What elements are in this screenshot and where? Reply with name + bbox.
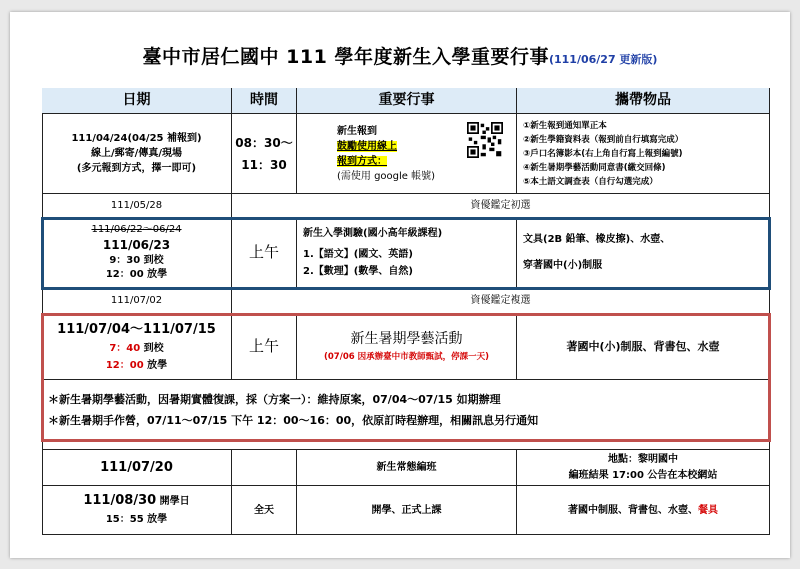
row7-items bbox=[517, 486, 770, 535]
row5-note-2: ＊新生暑期手作營，07/11～07/15 下午 12：00～16：00，依原訂時程辦理，相關訊息另行通知 bbox=[48, 413, 539, 427]
row5-leave-label: 放學 bbox=[147, 359, 168, 371]
row5-items: 著國中(小)制服、背書包、水壺 bbox=[517, 314, 770, 380]
page-title bbox=[10, 42, 790, 69]
row7-date-suffix: 開學日 bbox=[159, 495, 190, 507]
row7-date-main: 111/08/30 bbox=[83, 492, 157, 508]
row7-items-red: 餐具 bbox=[698, 504, 718, 516]
row6-items bbox=[517, 450, 770, 486]
row7-leave: 15：55 放學 bbox=[105, 513, 168, 525]
summer-activity-highlight bbox=[41, 313, 771, 442]
schedule-table bbox=[42, 88, 770, 535]
row1-date-line2: 線上/郵寄/傳真/現場 bbox=[91, 148, 182, 159]
row1-time-start: 08：30～ bbox=[235, 135, 293, 150]
row3-items-line1: 文具(2B 鉛筆、橡皮擦)、水壺、 bbox=[523, 233, 671, 245]
row3-date-main: 111/06/23 bbox=[102, 238, 171, 252]
row3-event-line2: 2.【數理】(數學、自然) bbox=[303, 266, 413, 277]
row1-item-2: ②新生學籍資料表（報到前自行填寫完成） bbox=[523, 134, 684, 145]
row7-date bbox=[42, 486, 232, 535]
row1-items bbox=[517, 114, 770, 194]
header-items: 攜帶物品 bbox=[517, 88, 770, 114]
row3-time: 上午 bbox=[232, 218, 297, 288]
row1-date-line3: (多元報到方式，擇一即可) bbox=[76, 163, 197, 174]
row5-arrive-time: 7：40 bbox=[109, 342, 141, 354]
row7-items-main: 著國中制服、背書包、水壺、 bbox=[568, 504, 698, 516]
row1-item-4: ④新生暑期學藝活動同意書(繳交回條) bbox=[523, 162, 666, 173]
row3-items-line2: 穿著國中(小)制服 bbox=[523, 259, 603, 271]
row1-item-5: ⑤本土語文調查表（自行勾選完成） bbox=[523, 176, 658, 187]
row6-event: 新生常態編班 bbox=[297, 450, 517, 486]
row2-event: 資優鑑定初選 bbox=[232, 194, 770, 218]
row5-time: 上午 bbox=[232, 314, 297, 380]
row6-items-line2: 編班結果 17:00 公告在本校網站 bbox=[568, 469, 718, 481]
row3-leave: 12：00 放學 bbox=[105, 269, 168, 280]
row1-date bbox=[42, 114, 232, 194]
row5-note-1: ＊新生暑期學藝活動，因暑期實體復課，採（方案一）：維持原案，07/04～07/15 如期辦理 bbox=[48, 392, 501, 406]
row5-leave-time: 12：00 bbox=[105, 359, 144, 371]
row1-event-line4: (需使用 google 帳號) bbox=[337, 170, 436, 182]
row2-date: 111/05/28 bbox=[42, 194, 232, 218]
header-event: 重要行事 bbox=[297, 88, 517, 114]
row4-date: 111/07/02 bbox=[42, 288, 232, 314]
row3-date-struck: 111/06/22～06/24 bbox=[91, 224, 182, 235]
row5-event-title: 新生暑期學藝活動 bbox=[350, 331, 463, 347]
row1-event-line2: 鼓勵使用線上 bbox=[337, 140, 397, 152]
row1-date-line1: 111/04/24(04/25 補報到) bbox=[71, 133, 202, 144]
row7-event: 開學、正式上課 bbox=[297, 486, 517, 535]
title-main: 臺中市居仁國中 111 學年度新生入學重要行事 bbox=[142, 46, 549, 68]
row3-arrive: 9：30 到校 bbox=[109, 255, 164, 266]
document-page bbox=[10, 12, 790, 558]
row1-event-line1: 新生報到 bbox=[337, 125, 377, 137]
row1-time-end: 11：30 bbox=[241, 157, 287, 172]
row5-arrive-label: 到校 bbox=[143, 342, 164, 354]
row7-time: 全天 bbox=[232, 486, 297, 535]
row1-event-line3: 報到方式： bbox=[337, 155, 387, 167]
row3-event-title: 新生入學測驗(國小高年級課程) bbox=[303, 228, 443, 239]
row5-event-note: (07/06 因承辦臺中市教師甄試，停課一天) bbox=[324, 352, 489, 362]
qr-code-icon[interactable] bbox=[467, 122, 503, 158]
entrance-exam-highlight bbox=[41, 217, 771, 290]
row5-date-main: 111/07/04～111/07/15 bbox=[57, 321, 216, 337]
row4-event: 資優鑑定複選 bbox=[232, 288, 770, 314]
row6-time bbox=[232, 450, 297, 486]
row1-item-1: ①新生報到通知單正本 bbox=[523, 120, 607, 131]
header-date: 日期 bbox=[42, 88, 232, 114]
row6-date: 111/07/20 bbox=[42, 450, 232, 486]
row1-item-3: ③戶口名簿影本(右上角自行寫上報到編號) bbox=[523, 148, 683, 159]
row1-event bbox=[297, 114, 517, 194]
row1-time bbox=[232, 114, 297, 194]
header-time: 時間 bbox=[232, 88, 297, 114]
row3-event-line1: 1.【語文】(國文、英語) bbox=[303, 249, 413, 260]
row6-items-line1: 地點：黎明國中 bbox=[608, 453, 678, 465]
title-updated: (111/06/27 更新版) bbox=[548, 53, 658, 66]
